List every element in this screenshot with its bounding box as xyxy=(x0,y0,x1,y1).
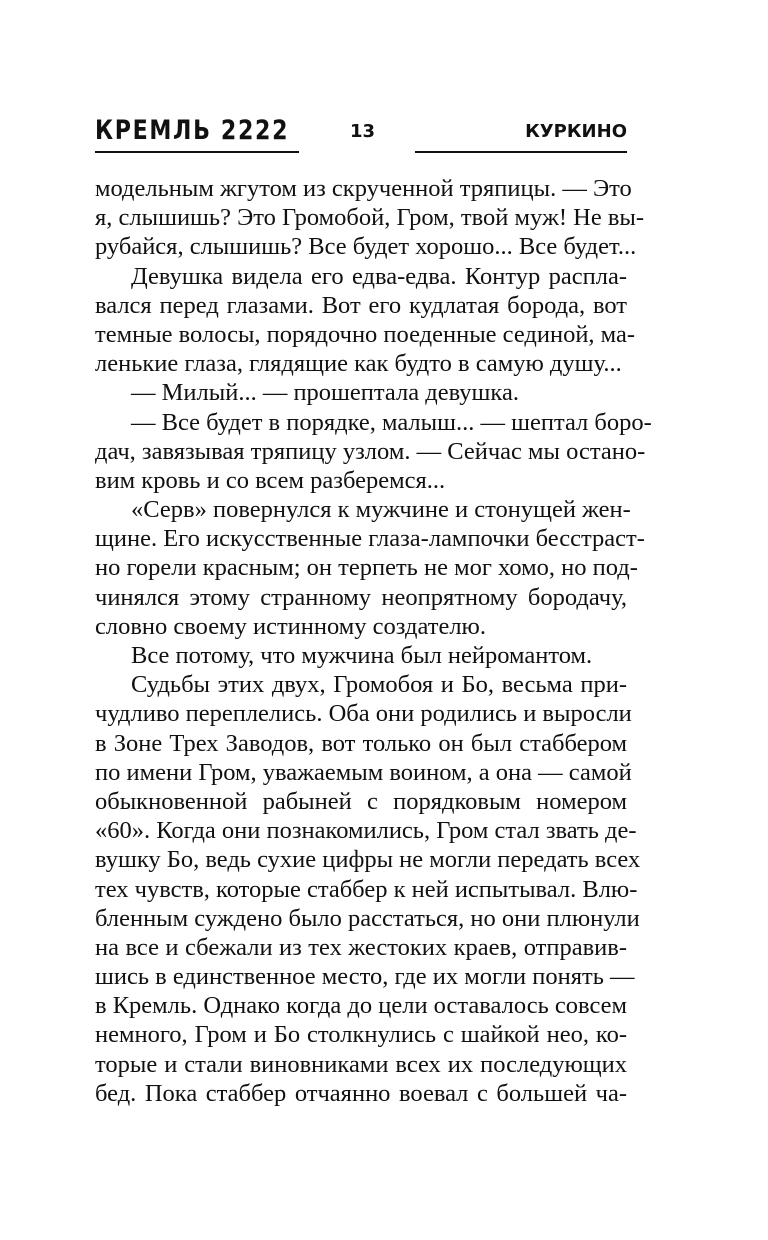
text-line: — Все будет в порядке, малыш... — шептал боро- xyxy=(131,408,652,436)
text-line: «60». Когда они познакомились, Гром стал звать де- xyxy=(95,817,637,845)
text-line: щине. Его искусственные глаза-лампочки бесстраст- xyxy=(95,525,645,553)
header-rule-right xyxy=(415,151,627,153)
text-line: по имени Гром, уважаемым воином, а она — самой xyxy=(95,758,632,786)
text-line: торые и стали виновниками всех их последующих xyxy=(95,1050,627,1078)
running-header xyxy=(95,114,627,156)
text-line: Все потому, что мужчина был нейромантом. xyxy=(131,642,593,669)
text-line: в Кремль. Однако когда до цели оставалось совсем xyxy=(95,992,627,1020)
header-rule-left xyxy=(95,151,299,153)
text-line: — Милый... — прошептала девушка. xyxy=(131,379,519,407)
series-title: КРЕМЛЬ 2222 xyxy=(95,115,290,146)
text-line: вим кровь и со всем разберемся... xyxy=(95,466,446,494)
text-line: модельным жгутом из скрученной тряпицы. — Это xyxy=(95,175,632,202)
text-line: чудливо переплелись. Оба они родились и выросли xyxy=(95,700,632,728)
text-line: обыкновенной рабыней с порядковым номером xyxy=(95,787,627,815)
text-line: но горели красным; он терпеть не мог хомо, но под- xyxy=(95,554,638,582)
text-line: в Зоне Трех Заводов, вот только он был стаббером xyxy=(95,729,627,757)
text-line: я, слышишь? Это Громобой, Гром, твой муж! Не вы- xyxy=(95,204,645,232)
text-line: рубайся, слышишь? Все будет хорошо... Все будет... xyxy=(95,233,637,261)
text-line: на все и сбежали из тех жестоких краев, отправив- xyxy=(95,933,627,961)
text-line: словно своему истинному создателю. xyxy=(95,612,486,640)
text-line: темные волосы, порядочно поеденные сединой, ма- xyxy=(95,320,636,348)
text-line: дач, завязывая тряпицу узлом. — Сейчас мы остано- xyxy=(95,437,646,465)
text-line: бед. Пока стаббер отчаянно воевал с большей ча- xyxy=(95,1079,627,1107)
text-line: вушку Бо, ведь сухие цифры не могли передать всех xyxy=(95,846,641,874)
text-line: «Серв» повернулся к мужчине и стонущей жен- xyxy=(131,496,631,524)
text-line: бленным суждено было расстаться, но они плюнули xyxy=(95,904,640,932)
text-line: Судьбы этих двух, Громобоя и Бо, весьма при- xyxy=(131,671,627,699)
page-number: 13 xyxy=(350,121,376,142)
text-line: шись в единственное место, где их могли понять — xyxy=(95,963,635,991)
text-line: Девушка видела его едва-едва. Контур распла- xyxy=(131,262,627,290)
text-line: вался перед глазами. Вот его кудлатая борода, вот xyxy=(95,291,627,319)
text-line: чинялся этому странному неопрятному бородачу, xyxy=(95,583,627,611)
text-line: ленькие глаза, глядящие как будто в самую душу... xyxy=(95,350,622,378)
chapter-title: КУРКИНО xyxy=(525,121,627,142)
text-line: немного, Гром и Бо столкнулись с шайкой нео, ко- xyxy=(95,1021,627,1049)
body-text xyxy=(95,174,652,1108)
text-line: тех чувств, которые стаббер к ней испытывал. Влю- xyxy=(95,875,638,903)
